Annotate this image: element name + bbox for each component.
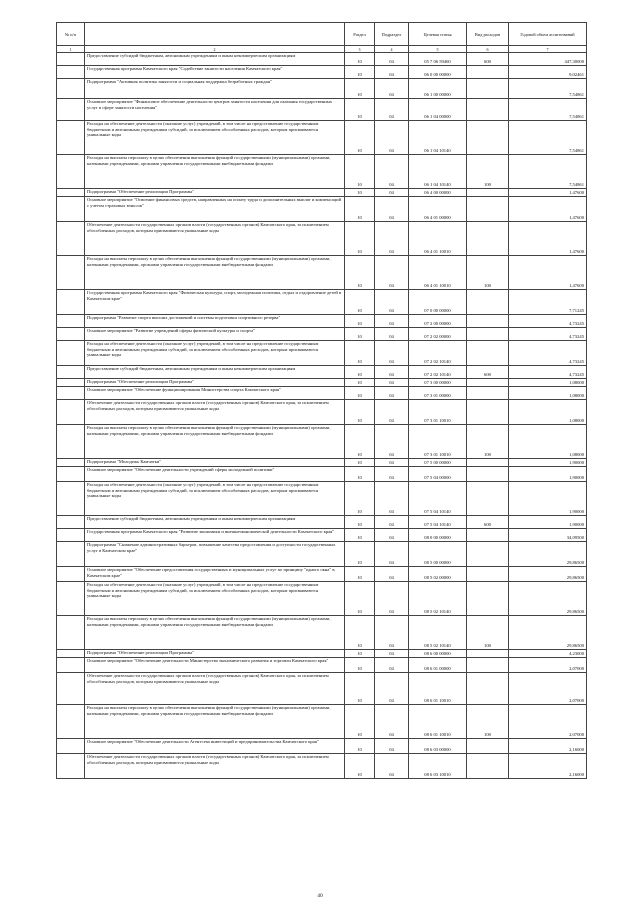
row-vid-cell (467, 79, 509, 99)
row-razdel-cell: 10 (345, 99, 375, 121)
row-podrazdel-cell: 04 (375, 189, 409, 197)
row-name-cell: Подпрограмма "Молодежь Камчатки" (85, 459, 345, 467)
row-num-cell (57, 658, 85, 673)
table-row (57, 482, 587, 516)
row-vid-cell: 600 (467, 53, 509, 66)
row-vid-cell (467, 341, 509, 366)
row-razdel-cell: 10 (345, 121, 375, 155)
row-target-cell: 07 3 00 00000 (409, 379, 467, 387)
table-row (57, 256, 587, 290)
row-amount-cell: 7,54861 (509, 121, 587, 155)
row-name-cell: Государственная программа Камчатского края "Развитие экономики и внешнеэкономической деятельности Камчатского края" (85, 529, 345, 542)
row-podrazdel-cell: 04 (375, 459, 409, 467)
row-amount-cell: 1,90000 (509, 516, 587, 529)
row-num-cell (57, 341, 85, 366)
table-row (57, 754, 587, 779)
row-vid-cell: 100 (467, 705, 509, 739)
row-num-cell (57, 79, 85, 99)
row-podrazdel-cell: 04 (375, 197, 409, 222)
row-razdel-cell: 10 (345, 542, 375, 567)
row-name-cell: Расходы на выплаты персоналу в целях обеспечения выполнения функций государственными (муниципальными) органами, казенными учреждениями, органами управления государственными внебюджетными фондами (85, 256, 345, 290)
row-amount-cell: 1,47600 (509, 256, 587, 290)
row-podrazdel-cell: 04 (375, 400, 409, 425)
table-row (57, 582, 587, 616)
row-razdel-cell: 10 (345, 315, 375, 328)
row-amount-cell: 29,86500 (509, 567, 587, 582)
table-row (57, 650, 587, 658)
row-num-cell (57, 155, 85, 189)
table-row (57, 529, 587, 542)
row-vid-cell: 600 (467, 516, 509, 529)
row-num-cell (57, 315, 85, 328)
row-vid-cell (467, 467, 509, 482)
header-amount: Годовой объем ассигнований (509, 23, 587, 46)
table-row (57, 400, 587, 425)
row-podrazdel-cell: 04 (375, 673, 409, 705)
row-target-cell: 07 3 01 10010 (409, 400, 467, 425)
row-amount-cell: 2,07000 (509, 658, 587, 673)
table-row (57, 189, 587, 197)
row-vid-cell (467, 739, 509, 754)
row-amount-cell: 1,90000 (509, 467, 587, 482)
row-target-cell: 06 4 01 00000 (409, 197, 467, 222)
row-podrazdel-cell: 04 (375, 79, 409, 99)
row-target-cell: 07 5 04 10140 (409, 516, 467, 529)
table-row (57, 387, 587, 400)
row-podrazdel-cell: 04 (375, 256, 409, 290)
row-razdel-cell: 10 (345, 379, 375, 387)
row-name-cell: Обеспечение деятельности государственных органов власти (государственных органов) Камчатского края, за исключением обособленных расходов, которым присваиваются уникальные коды (85, 754, 345, 779)
header-number-row (57, 46, 587, 53)
row-razdel-cell: 10 (345, 256, 375, 290)
row-vid-cell (467, 315, 509, 328)
row-razdel-cell: 10 (345, 516, 375, 529)
row-podrazdel-cell: 04 (375, 529, 409, 542)
row-name-cell: Основное мероприятие "Обеспечение предоставления государственных и муниципальных услуг по принципу "одного окна" в Камчатском крае" (85, 567, 345, 582)
row-podrazdel-cell: 04 (375, 379, 409, 387)
row-name-cell: Расходы на выплаты персоналу в целях обеспечения выполнения функций государственными (муниципальными) органами, казенными учреждениями, органами управления государственными внебюджетными фондами (85, 155, 345, 189)
row-vid-cell (467, 99, 509, 121)
table-row (57, 99, 587, 121)
row-podrazdel-cell: 04 (375, 66, 409, 79)
row-vid-cell (467, 582, 509, 616)
row-num-cell (57, 99, 85, 121)
row-target-cell: 07 2 02 10140 (409, 341, 467, 366)
row-num-cell (57, 567, 85, 582)
row-num-cell (57, 582, 85, 616)
row-amount-cell: 1,90000 (509, 459, 587, 467)
row-razdel-cell: 10 (345, 387, 375, 400)
row-razdel-cell: 10 (345, 66, 375, 79)
document-page (56, 22, 586, 779)
row-amount-cell: 1,47600 (509, 222, 587, 256)
row-razdel-cell: 10 (345, 567, 375, 582)
table-row (57, 542, 587, 567)
row-podrazdel-cell: 04 (375, 366, 409, 379)
row-name-cell: Подпрограмма "Развитие спорта высших достижений и системы подготовки спортивного резерва" (85, 315, 345, 328)
row-podrazdel-cell: 04 (375, 705, 409, 739)
row-target-cell: 05 7 06 59460 (409, 53, 467, 66)
row-podrazdel-cell: 04 (375, 387, 409, 400)
row-podrazdel-cell: 04 (375, 53, 409, 66)
row-podrazdel-cell: 04 (375, 467, 409, 482)
row-target-cell: 07 0 00 00000 (409, 290, 467, 315)
row-name-cell: Расходы на обеспечение деятельности (оказание услуг) учреждений, в том числе на предоставление государственным бюджетным и автономным учреждениям субсидий, за исключением обособленных расходов, которым присваиваются уникальные коды (85, 482, 345, 516)
row-num-cell (57, 400, 85, 425)
row-amount-cell: 4,73245 (509, 366, 587, 379)
table-row (57, 516, 587, 529)
row-name-cell: Обеспечение деятельности государственных органов власти (государственных органов) Камчатского края, за исключением обособленных расходов, которым присваиваются уникальные коды (85, 400, 345, 425)
header-number: 6 (467, 46, 509, 53)
row-razdel-cell: 10 (345, 705, 375, 739)
row-target-cell: 08 6 03 00000 (409, 739, 467, 754)
row-amount-cell: 7,54861 (509, 79, 587, 99)
row-razdel-cell: 10 (345, 658, 375, 673)
row-podrazdel-cell: 04 (375, 516, 409, 529)
row-podrazdel-cell: 04 (375, 658, 409, 673)
table-row (57, 739, 587, 754)
row-num-cell (57, 542, 85, 567)
row-target-cell: 08 5 02 00000 (409, 567, 467, 582)
row-podrazdel-cell: 04 (375, 290, 409, 315)
row-num-cell (57, 366, 85, 379)
row-num-cell (57, 673, 85, 705)
row-name-cell: Государственная программа Камчатского края "Содействие занятости населения Камчатского края" (85, 66, 345, 79)
header-podrazdel: Подраздел (375, 23, 409, 46)
row-target-cell: 06 4 01 10010 (409, 256, 467, 290)
header-number: 5 (409, 46, 467, 53)
row-razdel-cell: 10 (345, 582, 375, 616)
row-num-cell (57, 529, 85, 542)
row-vid-cell: 600 (467, 366, 509, 379)
row-vid-cell: 100 (467, 616, 509, 650)
row-amount-cell: 7,71245 (509, 290, 587, 315)
table-row (57, 155, 587, 189)
row-vid-cell (467, 189, 509, 197)
row-target-cell: 07 2 00 00000 (409, 315, 467, 328)
row-name-cell: Подпрограмма "Обеспечение реализации Программы" (85, 379, 345, 387)
row-target-cell: 08 0 00 00000 (409, 529, 467, 542)
row-vid-cell (467, 754, 509, 779)
row-podrazdel-cell: 04 (375, 425, 409, 459)
row-razdel-cell: 10 (345, 529, 375, 542)
row-amount-cell: 1,47600 (509, 197, 587, 222)
row-name-cell: Основное мероприятие "Обеспечение деятельности Агентства инвестиций и предпринимательства Камчатского края" (85, 739, 345, 754)
table-row (57, 197, 587, 222)
row-amount-cell: 29,86500 (509, 542, 587, 567)
row-amount-cell: 1,47600 (509, 189, 587, 197)
row-target-cell: 06 1 04 00000 (409, 99, 467, 121)
row-vid-cell (467, 482, 509, 516)
row-razdel-cell: 10 (345, 467, 375, 482)
table-row (57, 53, 587, 66)
header-number: 4 (375, 46, 409, 53)
header-number: 3 (345, 46, 375, 53)
table-row (57, 425, 587, 459)
row-amount-cell: 1,08000 (509, 379, 587, 387)
row-target-cell: 06 4 00 00000 (409, 189, 467, 197)
table-row (57, 66, 587, 79)
row-name-cell: Подпрограмма "Снижение административных барьеров, повышение качества предоставления и доступности государственных услуг в Камчатском крае" (85, 542, 345, 567)
row-name-cell: Обеспечение деятельности государственных органов власти (государственных органов) Камчатского края, за исключением обособленных расходов, которым присваиваются уникальные коды (85, 673, 345, 705)
row-num-cell (57, 516, 85, 529)
row-vid-cell: 100 (467, 256, 509, 290)
row-amount-cell: 2,07000 (509, 705, 587, 739)
row-target-cell: 07 5 04 10140 (409, 482, 467, 516)
table-body (57, 53, 587, 779)
row-amount-cell: 29,86500 (509, 582, 587, 616)
row-target-cell: 07 5 00 00000 (409, 459, 467, 467)
table-row (57, 673, 587, 705)
row-vid-cell (467, 650, 509, 658)
row-podrazdel-cell: 04 (375, 121, 409, 155)
row-amount-cell: 1,08000 (509, 400, 587, 425)
row-amount-cell: 2,16000 (509, 739, 587, 754)
row-num-cell (57, 425, 85, 459)
row-vid-cell (467, 529, 509, 542)
page-number: 40 (317, 893, 323, 899)
row-num-cell (57, 197, 85, 222)
row-num-cell (57, 222, 85, 256)
row-podrazdel-cell: 04 (375, 582, 409, 616)
row-podrazdel-cell: 04 (375, 482, 409, 516)
row-vid-cell: 100 (467, 425, 509, 459)
row-razdel-cell: 10 (345, 189, 375, 197)
row-num-cell (57, 705, 85, 739)
row-podrazdel-cell: 04 (375, 328, 409, 341)
row-vid-cell (467, 290, 509, 315)
row-target-cell: 07 3 01 00000 (409, 387, 467, 400)
row-name-cell: Основное мероприятие "Финансовое обеспечение деятельности центров занятости населения для оказания государственных услуг в сфере занятости населения" (85, 99, 345, 121)
row-razdel-cell: 10 (345, 650, 375, 658)
row-num-cell (57, 754, 85, 779)
row-podrazdel-cell: 04 (375, 739, 409, 754)
row-name-cell: Основное мероприятие "Обеспечение деятельности Министерства экономического развития и торговли Камчатского края" (85, 658, 345, 673)
row-podrazdel-cell: 04 (375, 341, 409, 366)
row-podrazdel-cell: 04 (375, 315, 409, 328)
row-name-cell: Предоставление субсидий бюджетным, автономным учреждениям и иным некоммерческим организациям (85, 366, 345, 379)
row-name-cell: Предоставление субсидий бюджетным, автономным учреждениям и иным некоммерческим организациям (85, 516, 345, 529)
row-podrazdel-cell: 04 (375, 542, 409, 567)
row-vid-cell (467, 542, 509, 567)
row-amount-cell: 7,54861 (509, 155, 587, 189)
row-vid-cell (467, 379, 509, 387)
row-vid-cell (467, 673, 509, 705)
row-vid-cell (467, 121, 509, 155)
row-razdel-cell: 10 (345, 328, 375, 341)
header-number: 1 (57, 46, 85, 53)
row-name-cell: Государственная программа Камчатского края "Физическая культура, спорт, молодежная политика, отдых и оздоровление детей в Камчатском крае" (85, 290, 345, 315)
row-target-cell: 07 5 04 00000 (409, 467, 467, 482)
row-target-cell: 06 1 04 10140 (409, 155, 467, 189)
row-num-cell (57, 121, 85, 155)
row-name-cell: Расходы на обеспечение деятельности (оказание услуг) учреждений, в том числе на предоставление государственным бюджетным и автономным учреждениям субсидий, за исключением обособленных расходов, которым присваиваются уникальные коды (85, 582, 345, 616)
row-razdel-cell: 10 (345, 754, 375, 779)
row-name-cell: Предоставление субсидий бюджетным, автономным учреждениям и иным некоммерческим организациям (85, 53, 345, 66)
row-amount-cell: 9,02461 (509, 66, 587, 79)
row-target-cell: 08 6 00 00000 (409, 650, 467, 658)
row-name-cell: Расходы на выплаты персоналу в целях обеспечения выполнения функций государственными (муниципальными) органами, казенными учреждениями, органами управления государственными внебюджетными фондами (85, 616, 345, 650)
table-row (57, 658, 587, 673)
row-podrazdel-cell: 04 (375, 616, 409, 650)
header-row (57, 23, 587, 46)
row-amount-cell: 29,86500 (509, 616, 587, 650)
row-num-cell (57, 66, 85, 79)
row-name-cell: Расходы на выплаты персоналу в целях обеспечения выполнения функций государственными (муниципальными) органами, казенными учреждениями, органами управления государственными внебюджетными фондами (85, 705, 345, 739)
row-razdel-cell: 10 (345, 459, 375, 467)
row-target-cell: 07 2 02 10140 (409, 366, 467, 379)
row-amount-cell: 447,30000 (509, 53, 587, 66)
row-vid-cell (467, 459, 509, 467)
row-target-cell: 08 6 01 00000 (409, 658, 467, 673)
row-num-cell (57, 189, 85, 197)
row-podrazdel-cell: 04 (375, 222, 409, 256)
row-target-cell: 06 1 04 10140 (409, 121, 467, 155)
row-vid-cell: 100 (467, 155, 509, 189)
table-row (57, 705, 587, 739)
row-amount-cell: 4,73245 (509, 328, 587, 341)
row-razdel-cell: 10 (345, 155, 375, 189)
row-podrazdel-cell: 04 (375, 650, 409, 658)
row-vid-cell (467, 328, 509, 341)
row-num-cell (57, 290, 85, 315)
table-row (57, 328, 587, 341)
row-amount-cell: 2,16000 (509, 754, 587, 779)
row-amount-cell: 4,23000 (509, 650, 587, 658)
row-name-cell: Расходы на выплаты персоналу в целях обеспечения выполнения функций государственными (муниципальными) органами, казенными учреждениями, органами управления государственными внебюджетными фондами (85, 425, 345, 459)
row-target-cell: 08 5 00 00000 (409, 542, 467, 567)
row-amount-cell: 34,09500 (509, 529, 587, 542)
row-razdel-cell: 10 (345, 53, 375, 66)
table-row (57, 567, 587, 582)
row-vid-cell (467, 567, 509, 582)
row-num-cell (57, 53, 85, 66)
row-name-cell: Обеспечение деятельности государственных органов власти (государственных органов) Камчатского края, за исключением обособленных расходов, которым присваиваются уникальные коды (85, 222, 345, 256)
header-num: № п/п (57, 23, 85, 46)
row-target-cell: 08 6 01 10010 (409, 705, 467, 739)
table-row (57, 459, 587, 467)
table-row (57, 467, 587, 482)
row-target-cell: 08 6 03 10010 (409, 754, 467, 779)
row-razdel-cell: 10 (345, 482, 375, 516)
row-num-cell (57, 256, 85, 290)
row-amount-cell: 4,73245 (509, 341, 587, 366)
row-amount-cell: 4,73245 (509, 315, 587, 328)
row-name-cell: Подпрограмма "Обеспечение реализации Программы" (85, 650, 345, 658)
row-name-cell: Подпрограмма "Обеспечение реализации Программы" (85, 189, 345, 197)
header-razdel: Раздел (345, 23, 375, 46)
row-vid-cell (467, 400, 509, 425)
header-vid: Вид расходов (467, 23, 509, 46)
row-vid-cell (467, 197, 509, 222)
row-num-cell (57, 467, 85, 482)
row-num-cell (57, 459, 85, 467)
row-num-cell (57, 482, 85, 516)
row-name-cell: Расходы на обеспечение деятельности (оказание услуг) учреждений, в том числе на предоставление государственным бюджетным и автономным учреждениям субсидий, за исключением обособленных расходов, которым присваиваются уникальные коды (85, 121, 345, 155)
row-target-cell: 08 5 02 10140 (409, 582, 467, 616)
row-amount-cell: 1,90000 (509, 482, 587, 516)
row-name-cell: Основное мероприятие "Обеспечение функционирования Министерства спорта Камчатского края" (85, 387, 345, 400)
row-target-cell: 08 5 02 10140 (409, 616, 467, 650)
row-num-cell (57, 616, 85, 650)
row-num-cell (57, 650, 85, 658)
row-name-cell: Основное мероприятие "Развитие учреждений сферы физической культуры и спорта" (85, 328, 345, 341)
row-target-cell: 08 6 01 10010 (409, 673, 467, 705)
row-razdel-cell: 10 (345, 341, 375, 366)
row-razdel-cell: 10 (345, 673, 375, 705)
row-podrazdel-cell: 04 (375, 99, 409, 121)
table-row (57, 315, 587, 328)
row-amount-cell: 1,08000 (509, 425, 587, 459)
table-row (57, 121, 587, 155)
table-row (57, 616, 587, 650)
row-amount-cell: 2,07000 (509, 673, 587, 705)
header-number: 7 (509, 46, 587, 53)
row-razdel-cell: 10 (345, 290, 375, 315)
row-target-cell: 07 2 02 00000 (409, 328, 467, 341)
row-name-cell: Подпрограмма "Активная политика занятости и социальная поддержка безработных граждан" (85, 79, 345, 99)
row-name-cell: Расходы на обеспечение деятельности (оказание услуг) учреждений, в том числе на предоставление государственным бюджетным и автономным учреждениям субсидий, за исключением обособленных расходов, которым присваиваются уникальные коды (85, 341, 345, 366)
row-target-cell: 06 0 00 00000 (409, 66, 467, 79)
table-row (57, 379, 587, 387)
row-podrazdel-cell: 04 (375, 754, 409, 779)
row-vid-cell (467, 66, 509, 79)
row-name-cell: Основное мероприятие "Освоение финансовых средств, направленных на оплату труда и дополнительных выплат и компенсаций с учетом страховых взносов" (85, 197, 345, 222)
header-name (85, 23, 345, 46)
table-row (57, 341, 587, 366)
row-amount-cell: 1,08000 (509, 387, 587, 400)
row-razdel-cell: 10 (345, 739, 375, 754)
row-razdel-cell: 10 (345, 425, 375, 459)
row-amount-cell: 7,54861 (509, 99, 587, 121)
row-razdel-cell: 10 (345, 400, 375, 425)
row-name-cell: Основное мероприятие "Обеспечение деятельности учреждений сферы молодежной политики" (85, 467, 345, 482)
row-target-cell: 06 4 01 10010 (409, 222, 467, 256)
table-row (57, 79, 587, 99)
row-target-cell: 06 1 00 00000 (409, 79, 467, 99)
row-vid-cell (467, 658, 509, 673)
row-razdel-cell: 10 (345, 366, 375, 379)
row-num-cell (57, 379, 85, 387)
table-row (57, 290, 587, 315)
row-vid-cell (467, 387, 509, 400)
row-num-cell (57, 328, 85, 341)
budget-table (56, 22, 587, 779)
row-target-cell: 07 3 01 10010 (409, 425, 467, 459)
row-num-cell (57, 387, 85, 400)
row-num-cell (57, 739, 85, 754)
row-razdel-cell: 10 (345, 79, 375, 99)
table-row (57, 222, 587, 256)
row-razdel-cell: 10 (345, 222, 375, 256)
table-row (57, 366, 587, 379)
row-podrazdel-cell: 04 (375, 567, 409, 582)
row-razdel-cell: 10 (345, 616, 375, 650)
header-target: Целевая статья (409, 23, 467, 46)
row-vid-cell (467, 222, 509, 256)
row-podrazdel-cell: 04 (375, 155, 409, 189)
row-razdel-cell: 10 (345, 197, 375, 222)
header-number: 2 (85, 46, 345, 53)
